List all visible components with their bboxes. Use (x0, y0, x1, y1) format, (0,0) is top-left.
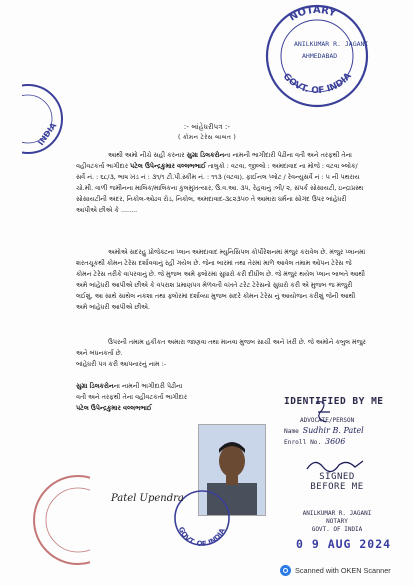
signed-line2: BEFORE ME (310, 482, 364, 492)
svg-text:GOVT. OF INDIA (177, 526, 227, 548)
seal-photo-govt: GOVT. OF INDIA (176, 525, 227, 548)
identified-name-value: Sudhir B. Patel (302, 426, 364, 435)
advocate-label: ADVOCATE/PERSON (300, 417, 355, 424)
date-stamp: 0 9 AUG 2024 (296, 537, 392, 551)
scanner-watermark (280, 565, 391, 576)
paragraph-declaration: આથી અમો નીચે સહી કરનાર સુગ્રા ડિલકરોનના નામની ભાગીદારી પેઢીના વતી અને તરફથી તેના વહીવટકર્તા ભાગીદાર પટેલ ઉપેન્દ્રકુમાર વલ્લભભાઈ તાલુકો : વટવા, જીલ્લો : અમદાવાદ ના મોજે : વટવા બ્લોક/સર્વે નં. : ૬૮/૩, ભાષ ખંડ નં : ૩૧/૧ ટી.પી.સ્કીમ નં. : ૧૧૩ (વટવા), ફાઈનલ પ્લોટ / રેવન્યુસર્વે નં : ૫ ની પથરાય ચો.મી. વાળી જમીનના માલિક/માલિકના કુલમુખત્યાર, ઉ.વ.આ. ૩૫, રેહવાનું :બી/ ૨, સંપર્ક સોસાયટી, ઇન્દ્રાપ્રસ્થ સોસાયટીની અંદર, નિકોલ-ઓઢવ રોડ, નિકોલ, અમદાવાદ-૩૮૨૩૫૦ તે આમારા ધર્મના સોગંદ ઉપર બાંહેધરી આપીએ છીએ કે ........ (76, 151, 364, 214)
identified-enroll-value: 3606 (325, 437, 346, 446)
identified-enroll-row: Enroll No. 3606 (284, 437, 346, 446)
paragraph-terrace: અમોએ સદરહુ પ્રોજેક્ટના પ્લાન અમદાવાદ મ્યુનિસિપલ કોર્પોરેશનમાં મંજુર કરાવેલ છે. મંજુર પ્લાનમાં શરતચૂકથી કોમન ટેરેસ દર્શાવવાનું રહી ગયેલ છે. જેના બારમાં તથા તેરમાં માળે આવેલ તમામ ઓપન ટેરેસ જે કોમન ટેરેસ તરીકે વાપરવાનું છે. જે મુજબ અમે ફ્લોરમાં સુધારો કરી દીધીલ છે. જે મંજુર થયેલ પ્લાન બાબતે આથી અમે બાંહેધરી આપીએ છીએ કે વપરાશ પ્રમાણપત્ર મેળવતી વખતે ટરેટ ટેરેસનો સુધારો કરી એ મુજબ જ મંજુરી લઈશું, આ સાથે સાથેલ નકશા તથા ફ્લોરમાં દર્શાવ્યા મુજબ સદરે કોમન ટેરેસ નું આયોજન કરીશું જેની આથી અમે બાંહેધરી આપીએ છીએ. (76, 248, 366, 311)
svg-text:GOVT. OF INDIA (281, 71, 354, 96)
notary-seal-bottom-left (30, 470, 90, 566)
stamp-govt-text: GOVT. OF INDIA (280, 71, 354, 97)
notary-stamp-top-right (262, 3, 372, 109)
paragraph-affirmation: ઉપરની તમામ હકીકત અમારા જાણવા તથા માનવા મુજબ સાચી અને ખરી છે. જે અમોને કબુલ મંજુર અને બંધનકર્તા છે. બાંહેધરી પત્ર કરી આપનારનું નામ :- (76, 338, 366, 368)
stamp-notary-text: NOTARY (287, 5, 338, 24)
identified-by-block (284, 396, 402, 446)
signed-notary-title: NOTARY (326, 518, 348, 525)
signature-patel: Patel Upendra (111, 493, 184, 504)
stamp-notary-name: ANILKUMAR R. JAGANI (294, 40, 369, 48)
signed-before-me-block (292, 472, 382, 534)
document-subtitle: ( કોમન ટેરેસ બાબત ) (178, 134, 236, 141)
scanner-logo-icon (280, 565, 291, 576)
signed-notary-name: ANILKUMAR R. JAGANI (302, 510, 372, 517)
svg-text:NOTARY (288, 5, 338, 24)
identified-title: IDENTIFIED BY ME (284, 396, 384, 407)
identified-name-row: Name Sudhir B. Patel (284, 426, 364, 435)
notary-stamp-left (22, 68, 64, 170)
signed-govt: GOVT. OF INDIA (311, 526, 363, 533)
signatory-block: સુગ્રા ડિલકરોનના નામની ભાગીદારી પેઢીના વતી અને તરફથી તેના વહીવટકર્તા ભાગીદાર પટેલ ઉપેન્દ્રકુમાર વલ્લભભાઈ (76, 382, 188, 412)
stamp-city: AHMEDABAD (302, 52, 338, 60)
stamp-left-text: INDIA (36, 121, 59, 148)
signed-line1: SIGNED (319, 472, 355, 482)
scanner-label: Scanned with OKEN Scanner (295, 566, 391, 575)
identifier-signature (310, 398, 334, 426)
document-title: :- બાંહેધરીપત્ર :- (183, 123, 231, 131)
